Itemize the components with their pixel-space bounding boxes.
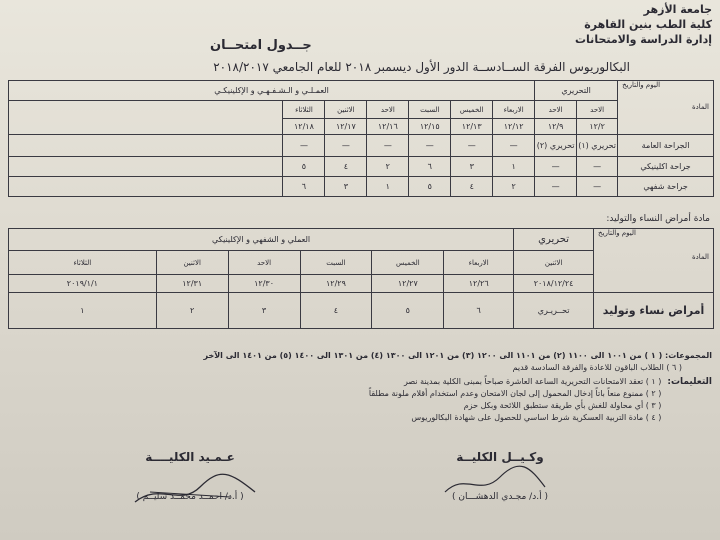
day-header: الاربعاء bbox=[444, 251, 514, 275]
corner-cell bbox=[594, 229, 714, 293]
instructions-label: التعليمات: bbox=[667, 377, 712, 387]
day-header: الثلاثاء bbox=[283, 101, 325, 119]
instruction-item: ( ٣ ) أي محاولة للغش بأي طريقة ستطبق اللائحة وبكل حزم bbox=[463, 401, 662, 410]
table-cell: ٣ bbox=[451, 157, 493, 177]
corner-bottom-label: المادة bbox=[691, 103, 709, 111]
table-cell: ١ bbox=[493, 157, 535, 177]
date-cell: ١٢/٢ bbox=[577, 119, 618, 135]
corner-top-label: اليوم والتاريخ bbox=[598, 229, 636, 237]
table-cell: تحــريـري bbox=[514, 293, 594, 329]
dean-name: ( أ.د/ احمــد محمــد سليــم ) bbox=[136, 492, 244, 502]
table-cell: تحريري (١) bbox=[577, 135, 618, 157]
table-cell: — bbox=[577, 177, 618, 197]
instruction-item: ( ٤ ) مادة التربية العسكرية شرط اساسي للحصول على شهادة البكالوريوس bbox=[411, 413, 662, 422]
subject-cell: جراحة شفهي bbox=[618, 177, 714, 197]
date-cell: ١٢/١٧ bbox=[325, 119, 367, 135]
table-cell: ١ bbox=[9, 293, 157, 329]
subject-cell: أمراض نساء وتوليد bbox=[594, 293, 714, 329]
table-cell: — bbox=[577, 157, 618, 177]
vice-dean-name: ( أ.د/ مجـدي الدهشـــان ) bbox=[452, 492, 548, 502]
practical-header: العمـلـي و الـشـفـهـي و الإكلينيكـي bbox=[9, 81, 535, 101]
day-header: الخميس bbox=[372, 251, 444, 275]
date-cell: ١٢/١٢ bbox=[493, 119, 535, 135]
table-cell: ١ bbox=[367, 177, 409, 197]
table-cell: — bbox=[493, 135, 535, 157]
date-cell: ١٢/١٨ bbox=[283, 119, 325, 135]
day-header: الاثنين bbox=[325, 101, 367, 119]
day-header: الاثنين bbox=[514, 251, 594, 275]
instructions-block bbox=[8, 376, 712, 424]
subject-cell: جراحة اكلينيكي bbox=[618, 157, 714, 177]
instruction-item: ( ٢ ) ممنوع منعاً باتاً إدخال المحمول إلى لجان الامتحان وعدم استخدام أقلام ملونة مطلقاً bbox=[368, 389, 662, 398]
corner-top-label: اليوم والتاريخ bbox=[622, 81, 661, 89]
table-cell: ٢ bbox=[156, 293, 228, 329]
table-cell: — bbox=[325, 135, 367, 157]
section-title-obgyn: مادة أمراض النساء والتوليد: bbox=[606, 214, 710, 224]
table-cell: ٦ bbox=[444, 293, 514, 329]
instructions-list bbox=[369, 376, 661, 424]
table-cell: ٦ bbox=[409, 157, 451, 177]
table-cell: ٥ bbox=[409, 177, 451, 197]
table-cell: — bbox=[283, 135, 325, 157]
date-cell: ١٢/١٣ bbox=[451, 119, 493, 135]
notes-block bbox=[8, 350, 712, 424]
table-cell: ٢ bbox=[367, 157, 409, 177]
table-cell: — bbox=[451, 135, 493, 157]
table-cell: ٤ bbox=[325, 157, 367, 177]
day-header: السبت bbox=[409, 101, 451, 119]
empty-cell bbox=[9, 157, 283, 177]
date-cell: ٢٠١٨/١٢/٢٤ bbox=[514, 275, 594, 293]
empty-cell bbox=[9, 135, 283, 157]
day-header: الاحد bbox=[577, 101, 618, 119]
practical-header: العملي و الشفهي و الإكلينيكي bbox=[9, 229, 514, 251]
empty-cell bbox=[9, 177, 283, 197]
table-cell: تحريري (٢) bbox=[535, 135, 577, 157]
header-block bbox=[575, 2, 712, 47]
dean-title: عـمـيد الكليــــة bbox=[145, 450, 235, 464]
written-header: التحريري bbox=[535, 81, 618, 101]
date-cell: ١٢/٢٩ bbox=[300, 275, 372, 293]
date-cell: ١٢/٢٦ bbox=[444, 275, 514, 293]
table-cell: ٣ bbox=[325, 177, 367, 197]
instruction-item: ( ١ ) تعقد الامتحانات التحريرية الساعة العاشرة صباحاً بمبنى الكلية بمدينة نصر bbox=[403, 377, 662, 386]
table-cell: ٢ bbox=[493, 177, 535, 197]
table-cell: ٤ bbox=[300, 293, 372, 329]
day-header: الخميس bbox=[451, 101, 493, 119]
empty-cell bbox=[9, 101, 283, 135]
subject-cell: الجراحة العامة bbox=[618, 135, 714, 157]
day-header: السبت bbox=[300, 251, 372, 275]
faculty-name: كلية الطب بنين القاهرة bbox=[584, 18, 712, 31]
day-header: الاثنين bbox=[156, 251, 228, 275]
table-cell: ٥ bbox=[372, 293, 444, 329]
obgyn-schedule-table bbox=[8, 228, 714, 329]
document-title: جــدول امتحــان bbox=[210, 38, 312, 53]
corner-cell bbox=[618, 81, 714, 135]
date-cell: ١٢/٣١ bbox=[156, 275, 228, 293]
written-header: تحريري bbox=[514, 229, 594, 251]
table-cell: — bbox=[409, 135, 451, 157]
university-name: جامعة الأزهر bbox=[643, 3, 712, 16]
document-subtitle: البكالوريوس الفرقة الســادســة الدور الأول ديسمبر ٢٠١٨ للعام الجامعي ٢٠١٨/٢٠١٧ bbox=[213, 60, 630, 74]
table-cell: — bbox=[367, 135, 409, 157]
date-cell: ١٢/٣٠ bbox=[228, 275, 300, 293]
date-cell: ١٢/١٥ bbox=[409, 119, 451, 135]
signature-scribble bbox=[130, 462, 260, 512]
groups-note: ( ٦ ) الطلاب الباقون للاعادة والفرقة السادسة قديم bbox=[512, 363, 682, 372]
date-cell: ١٢/٢٧ bbox=[372, 275, 444, 293]
vice-dean-title: وكـيــل الكليــة bbox=[456, 450, 544, 464]
table-cell: ٣ bbox=[228, 293, 300, 329]
table-cell: — bbox=[535, 157, 577, 177]
date-cell: ٢٠١٩/١/١ bbox=[9, 275, 157, 293]
corner-bottom-label: المادة bbox=[691, 253, 709, 261]
table-cell: ٥ bbox=[283, 157, 325, 177]
table-cell: ٦ bbox=[283, 177, 325, 197]
day-header: الاحد bbox=[535, 101, 577, 119]
surgery-schedule-table bbox=[8, 80, 714, 197]
table-cell: — bbox=[535, 177, 577, 197]
date-cell: ١٢/٩ bbox=[535, 119, 577, 135]
day-header: الثلاثاء bbox=[9, 251, 157, 275]
day-header: الاربعاء bbox=[493, 101, 535, 119]
groups-line: المجموعات: ( ١ ) من ١٠٠١ الى ١١٠٠ (٢) من ١١٠١ الى ١٢٠٠ (٣) من ١٢٠١ الى ١٣٠٠ (٤) من ١٣٠١ الى ١٤٠٠ (٥) من ١٤٠١ الى الآخر bbox=[203, 351, 712, 360]
signature-scribble bbox=[440, 462, 550, 502]
day-header: الاحد bbox=[228, 251, 300, 275]
table-cell: ٤ bbox=[451, 177, 493, 197]
date-cell: ١٢/١٦ bbox=[367, 119, 409, 135]
day-header: الاحد bbox=[367, 101, 409, 119]
department-name: إدارة الدراسة والامتحانات bbox=[575, 33, 712, 46]
